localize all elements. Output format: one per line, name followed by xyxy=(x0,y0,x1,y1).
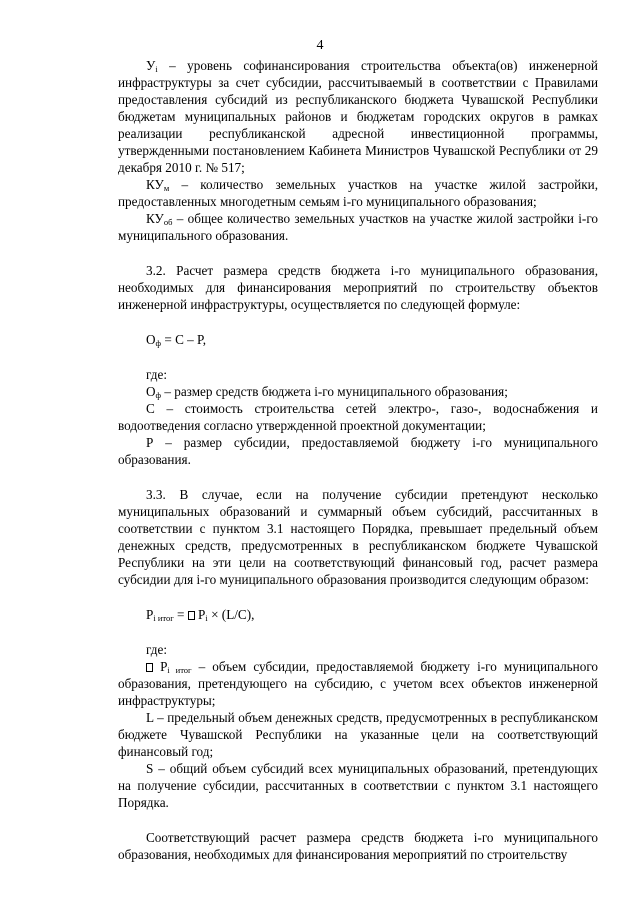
term-p-itog: P xyxy=(153,659,168,674)
term-kuob: КУ xyxy=(146,211,164,226)
sum-symbol-icon xyxy=(146,663,153,672)
formula-of-lhs: О xyxy=(146,332,156,347)
term-p-itog-subscript: i итог xyxy=(167,665,192,675)
formula-p-itog-lhs: Р xyxy=(146,607,154,622)
term-y: У xyxy=(146,58,156,73)
term-kum: КУ xyxy=(146,177,164,192)
formula-p-i: P xyxy=(194,607,206,622)
term-kuob-subscript: об xyxy=(163,217,173,227)
formula-of-subscript: ф xyxy=(155,338,162,348)
formula-rest: × (L/С), xyxy=(207,607,255,622)
page-number: 4 xyxy=(316,38,324,53)
definition-kuob xyxy=(118,210,598,244)
where-label-2: где: xyxy=(146,642,167,657)
formula-of xyxy=(118,331,598,348)
definition-c: С – стоимость строительства сетей электро-, газо-, водоснабжения и водоотведения согласно утвержденной проектной документации; xyxy=(118,401,598,433)
formula-of-rhs: = С – Р, xyxy=(161,332,207,347)
term-kum-subscript: м xyxy=(163,183,170,193)
section-3-3-paragraph: 3.3. В случае, если на получение субсидии претендуют несколько муниципальных образований и суммарный объем субсидий, рассчитанных в соответствии с пунктом 3.1 настоящего Порядка, превышает предельный объем денежных средств, предусмотренных в республиканском бюджете Чувашской Республики на эти цели на соответствующий финансовый год, расчет размера субсидии для i-го муниципального образования производится следующим образом: xyxy=(118,487,598,587)
definition-s: S – общий объем субсидий всех муниципальных образований, претендующих на получение субсидии, рассчитанных в соответствии с пунктом 3.1 настоящего Порядка. xyxy=(118,761,598,810)
definition-y-text: – уровень софинансирования строительства объекта(ов) инженерной инфраструктуры за счет субсидии, рассчитываемый в соответствии с Правилами предоставления субсидий из республиканского бюджета Чувашской Республики бюджетам муниципальных районов и бюджетам городских округов в рамках реализации республиканской адресной инвестиционной программы, утвержденными постановлением Кабинета Министров Чувашской Республики от 29 декабря 2010 г. № 517; xyxy=(118,58,598,175)
term-of: О xyxy=(146,384,156,399)
formula-p-itog xyxy=(118,606,598,623)
formula-p-i-subscript: i xyxy=(205,613,208,623)
definition-p: Р – размер субсидии, предоставляемой бюджету i-го муниципального образования. xyxy=(118,435,598,467)
definition-kuob-text: – общее количество земельных участков на участке жилой застройки i-го муниципального образования. xyxy=(118,211,598,243)
definition-kum xyxy=(118,176,598,210)
formula-equals: = xyxy=(173,607,188,622)
document-body xyxy=(118,57,598,863)
definition-l: L – предельный объем денежных средств, предусмотренных в республиканском бюджете Чувашской Республики на указанные цели на соответствующий финансовый год; xyxy=(118,710,598,759)
section-3-2-paragraph: 3.2. Расчет размера средств бюджета i-го муниципального образования, необходимых для финансирования мероприятий по строительству объектов инженерной инфраструктуры, осуществляется по следующей формуле: xyxy=(118,263,598,312)
definition-kum-text: – количество земельных участков на участке жилой застройки, предоставленных многодетным семьям i-го муниципального образования; xyxy=(118,177,598,209)
term-y-subscript: i xyxy=(155,64,158,74)
closing-paragraph: Соответствующий расчет размера средств бюджета i-го муниципального образования, необходимых для финансирования мероприятий по строительству xyxy=(118,830,598,862)
sum-symbol-icon xyxy=(188,611,195,620)
where-label: где: xyxy=(146,367,167,382)
term-of-subscript: ф xyxy=(155,390,162,400)
formula-p-itog-subscript: i итог xyxy=(153,613,174,623)
definition-of xyxy=(118,383,598,400)
definition-p-itog xyxy=(118,658,598,709)
definition-of-text: – размер средств бюджета i-го муниципального образования; xyxy=(161,384,508,399)
definition-y xyxy=(118,57,598,176)
definition-p-itog-text: – объем субсидии, предоставляемой бюджету i-го муниципального образования, претендующего на субсидию, с учетом всех объектов инженерной инфраструктуры; xyxy=(118,659,598,708)
